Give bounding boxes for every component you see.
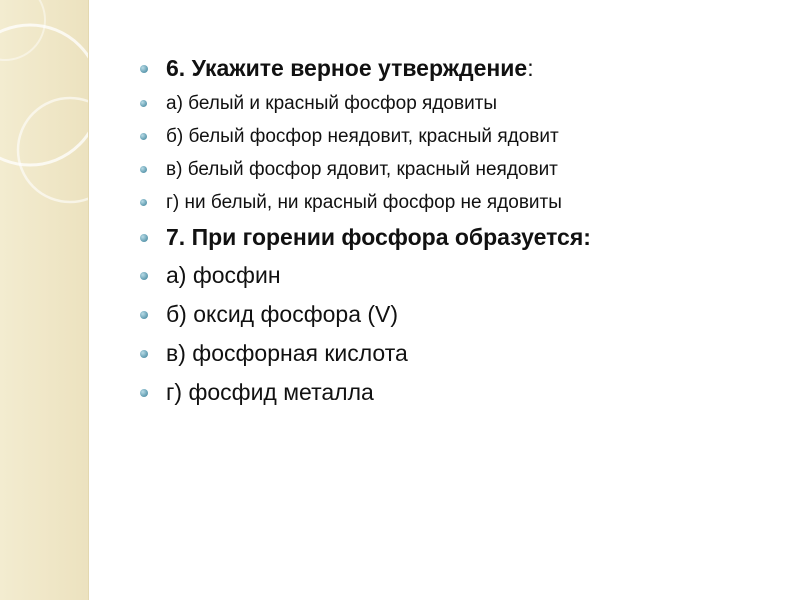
bullet-icon	[140, 311, 148, 319]
decorative-circles	[0, 0, 88, 600]
decorative-side-panel	[0, 0, 89, 600]
bullet-icon	[140, 133, 147, 140]
option-text: б) белый фосфор неядовит, красный ядовит	[166, 126, 559, 147]
question-6-title	[138, 50, 778, 87]
option-text: б) оксид фосфора (V)	[166, 301, 399, 327]
bullet-icon	[140, 272, 148, 280]
option-text: в) белый фосфор ядовит, красный неядовит	[166, 159, 558, 180]
question-7-option-c	[138, 334, 778, 373]
bullet-icon	[140, 65, 148, 73]
bullet-icon	[140, 100, 147, 107]
bullet-icon	[140, 166, 147, 173]
slide-content	[138, 50, 778, 412]
question-7-option-d	[138, 373, 778, 412]
question-7-option-a	[138, 256, 778, 295]
question-7-text: 7. При горении фосфора образуется:	[166, 224, 591, 250]
option-text: г) ни белый, ни красный фосфор не ядовиты	[166, 192, 562, 213]
option-text: а) фосфин	[166, 262, 281, 288]
question-7-option-b	[138, 295, 778, 334]
question-6-colon: :	[527, 55, 534, 81]
question-6-option-a	[138, 87, 778, 120]
option-text: в) фосфорная кислота	[166, 340, 408, 366]
option-text: а) белый и красный фосфор ядовиты	[166, 93, 498, 114]
question-6-text: 6. Укажите верное утверждение	[166, 55, 528, 81]
option-text: г) фосфид металла	[166, 379, 374, 405]
question-7-title	[138, 219, 778, 256]
question-6-option-c	[138, 153, 778, 186]
bullet-icon	[140, 389, 148, 397]
question-6-option-b	[138, 120, 778, 153]
bullet-icon	[140, 350, 148, 358]
question-6-option-d	[138, 186, 778, 219]
bullet-icon	[140, 199, 147, 206]
bullet-icon	[140, 234, 148, 242]
